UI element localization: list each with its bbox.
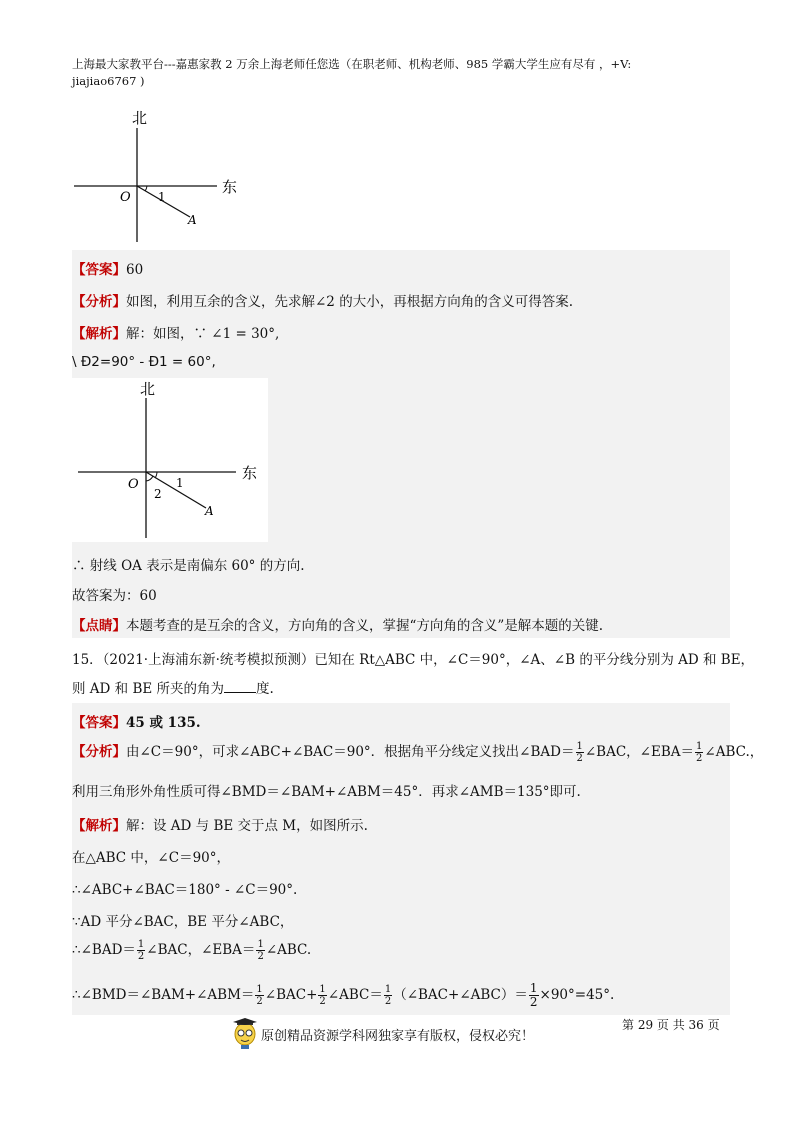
- footer-copyright: [232, 1018, 534, 1050]
- q14-final: 故答案为：60: [72, 588, 157, 604]
- q15-step-2: ∴∠ABC+∠BAC＝180° - ∠C＝90°.: [72, 882, 298, 898]
- page-header: [72, 56, 732, 90]
- q15-answer: 【答案】45 或 135.: [72, 715, 201, 731]
- angle-2-arc: [146, 476, 153, 481]
- answer-blank: [224, 680, 256, 693]
- mascot-icon: [232, 1018, 258, 1050]
- fraction-half: $\frac{1}{2}$: [256, 984, 263, 1007]
- q14-answer: 【答案】60: [72, 262, 144, 278]
- angle-1-arc: [145, 186, 147, 191]
- q15-stem-line-1: 15．（2021·上海浦东新·统考模拟预测）已知在 Rt△ABC 中，∠C＝90°，∠A、∠B 的平分线分别为 AD 和 BE，: [72, 652, 755, 668]
- origin-label: O: [120, 190, 131, 205]
- q14-analysis: 【分析】如图，利用互余的含义，先求解∠2 的大小，再根据方向角的含义可得答案.: [72, 294, 573, 310]
- direction-figure-2: [72, 378, 268, 542]
- q14-solution: 【解析】解：如图，∵ ∠1 = 30°,: [72, 326, 280, 342]
- fraction-half: $\frac{1}{2}$: [257, 939, 264, 962]
- q15-stem-line-2: 则 AD 和 BE 所夹的角为 度.: [72, 681, 274, 697]
- q14-comment: 【点睛】本题考查的是互余的含义，方向角的含义，掌握“方向角的含义”是解本题的关键.: [72, 618, 604, 634]
- direction-figure-1: [72, 110, 252, 245]
- q15-step-1: 在△ABC 中，∠C＝90°，: [72, 850, 230, 866]
- fraction-half: $\frac{1}{2}$: [529, 981, 538, 1009]
- q15-step-4: ∴∠BAD＝ $\frac{1}{2}$ ∠BAC，∠EBA＝ $\frac{1}{2}$ ∠ABC.: [72, 939, 312, 962]
- north-label: 北: [132, 110, 148, 127]
- origin-label-2: O: [128, 477, 139, 492]
- q14-conclusion: ∴ 射线 OA 表示是南偏东 60° 的方向.: [72, 558, 305, 574]
- angle-1-label: 1: [158, 190, 166, 204]
- angle-1-arc-2: [155, 472, 157, 478]
- q15-solution: 【解析】解：设 AD 与 BE 交于点 M，如图所示.: [72, 818, 368, 834]
- header-line-2: jiajiao6767 ): [72, 74, 145, 88]
- q15-step-5: ∴∠BMD＝∠BAM+∠ABM＝ $\frac{1}{2}$ ∠BAC+ $\frac{1}{2}$ ∠ABC＝ $\frac{1}{2}$ （∠BAC+∠ABC）＝ $\frac{1}{2}$ ×90°=45°.: [72, 981, 615, 1009]
- page-number: 第 29 页 共 36 页: [622, 1018, 720, 1032]
- point-a-label: A: [188, 213, 197, 227]
- fraction-half: $\frac{1}{2}$: [319, 984, 326, 1007]
- q14-garbled-line: \ Ð2=90° - Ð1 = 60°,: [72, 354, 216, 370]
- fraction-half: $\frac{1}{2}$: [137, 939, 145, 962]
- q15-analysis: 【分析】由∠C＝90°，可求∠ABC+∠BAC＝90°．根据角平分线定义找出∠BAD＝ $\frac{1}{2}$ ∠BAC，∠EBA＝ $\frac{1}{2}$ ∠ABC.，: [72, 741, 764, 764]
- copyright-text: 原创精品资源学科网独家享有版权，侵权必究！: [261, 1028, 535, 1044]
- fraction-half: $\frac{1}{2}$: [696, 741, 703, 764]
- angle-2-label: 2: [154, 487, 162, 501]
- direction-figure-2-frame: [72, 378, 268, 542]
- fraction-half: $\frac{1}{2}$: [576, 741, 583, 764]
- fraction-half: $\frac{1}{2}$: [384, 984, 392, 1007]
- header-line-1: 上海最大家教平台---嘉惠家教 2 万余上海老师任您选（在职老师、机构老师、985 学霸大学生应有尽有 ，+V:: [72, 57, 632, 71]
- north-label-2: 北: [140, 380, 156, 398]
- east-label: 东: [222, 178, 238, 196]
- angle-1-label-2: 1: [176, 476, 184, 490]
- q15-step-3: ∵AD 平分∠BAC，BE 平分∠ABC，: [72, 914, 294, 930]
- east-label-2: 东: [242, 464, 258, 482]
- q15-analysis-2: 利用三角形外角性质可得∠BMD＝∠BAM+∠ABM＝45°．再求∠AMB＝135°即可.: [72, 784, 581, 800]
- point-a-label-2: A: [205, 504, 214, 518]
